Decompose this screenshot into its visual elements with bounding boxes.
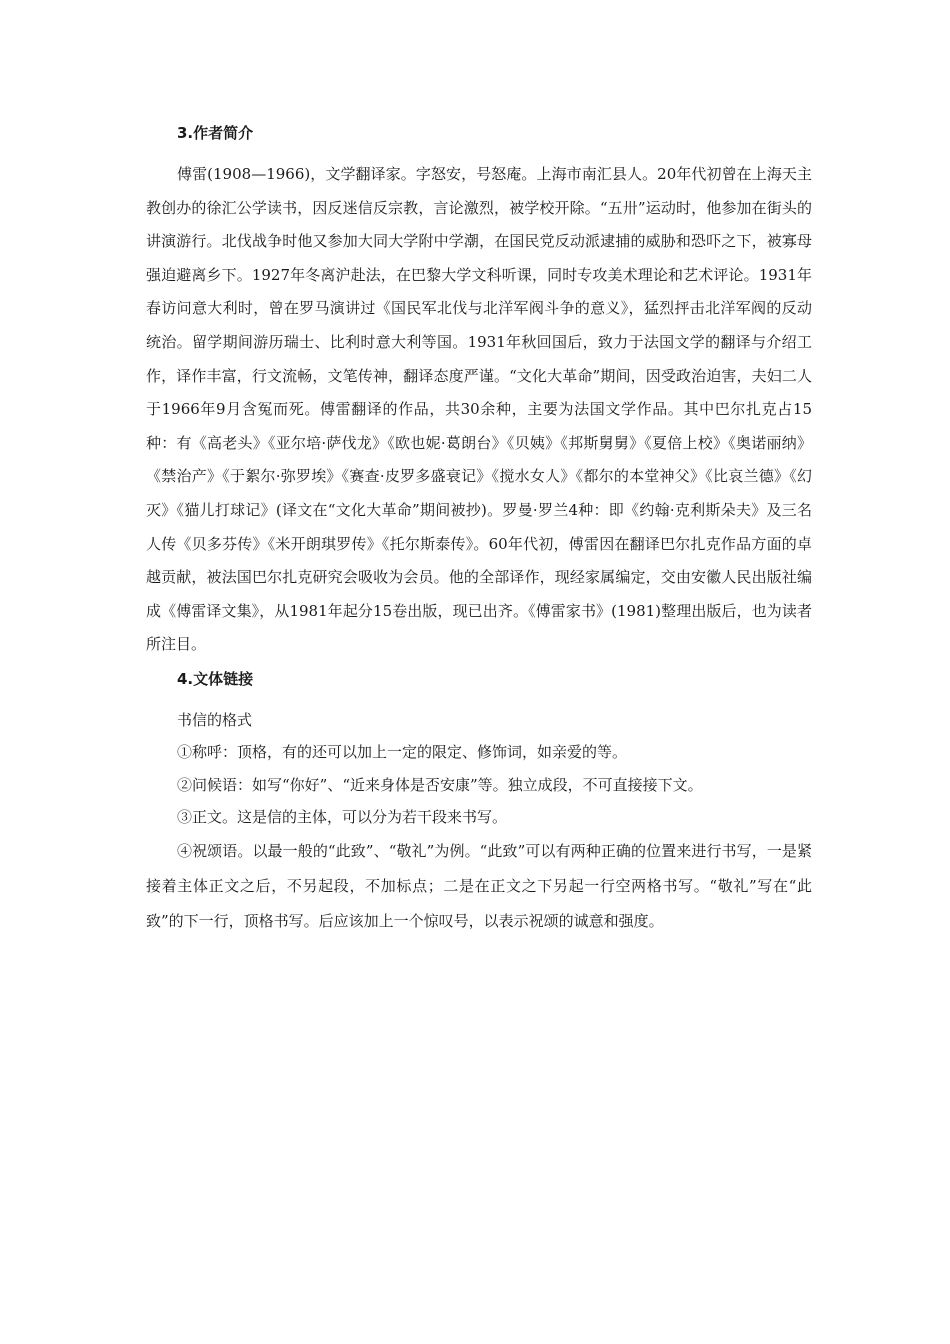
letter-format-item-salutation: ①称呼：顶格，有的还可以加上一定的限定、修饰词，如亲爱的等。 — [177, 743, 628, 762]
letter-format-item-body: ③正文。这是信的主体，可以分为若干段来书写。 — [177, 808, 508, 827]
letter-format-item-greeting: ②问候语：如写“你好”、“近来身体是否安康”等。独立成段，不可直接接下文。 — [177, 775, 703, 794]
section-heading-author: 3.作者简介 — [177, 124, 254, 142]
letter-format-item-closing: ④祝颂语。以最一般的“此致”、“敬礼”为例。“此致”可以有两种正确的位置来进行书写，一是紧接着主体正文之后，不另起段，不加标点；二是在正文之下另起一行空两格书写。“敬礼”写在“此致”的下一行，顶格书写。后应该加上一个惊叹号，以表示祝颂的诚意和强度。 — [146, 841, 812, 930]
section-heading-genre: 4.文体链接 — [177, 669, 254, 688]
letter-format-subtitle: 书信的格式 — [177, 710, 253, 729]
author-intro-paragraph: 傅雷(1908—1966)，文学翻译家。字怒安，号怒庵。上海市南汇县人。20年代初曾在上海天主教创办的徐汇公学读书，因反迷信反宗教，言论激烈，被学校开除。“五卅”运动时，他参加在街头的讲演游行。北伐战争时他又参加大同大学附中学潮，在国民党反动派逮捕的威胁和恐吓之下，被寡母强迫避离乡下。1927年冬离沪赴法，在巴黎大学文科听课，同时专攻美术理论和艺术评论。1931年春访问意大利时，曾在罗马演讲过《国民军北伐与北洋军阀斗争的意义》，猛烈抨击北洋军阀的反动统治。留学期间游历瑞士、比利时意大利等国。1931年秋回国后，致力于法国文学的翻译与介绍工作，译作丰富，行文流畅，文笔传神，翻译态度严谨。“文化大革命”期间，因受政治迫害，夫妇二人于1966年9月含冤而死。傅雷翻译的作品，共30余种，主要为法国文学作品。其中巴尔扎克占15种：有《高老头》《亚尔培·萨伐龙》《欧也妮·葛朗台》《贝姨》《邦斯舅舅》《夏倍上校》《奥诺丽纳》《禁治产》《于絮尔·弥罗埃》《赛查·皮罗多盛衰记》《搅水女人》《都尔的本堂神父》《比哀兰德》《幻灭》《猫儿打球记》(译文在“文化大革命”期间被抄)。罗曼·罗兰4种：即《约翰·克利斯朵夫》及三名人传《贝多芬传》《米开朗琪罗传》《托尔斯泰传》。60年代初，傅雷因在翻译巴尔扎克作品方面的卓越贡献，被法国巴尔扎克研究会吸收为会员。他的全部译作，现经家属编定，交由安徽人民出版社编成《傅雷译文集》，从1981年起分15卷出版，现已出齐。《傅雷家书》(1981)整理出版后，也为读者所注目。 — [146, 165, 812, 654]
document-body — [146, 122, 812, 939]
